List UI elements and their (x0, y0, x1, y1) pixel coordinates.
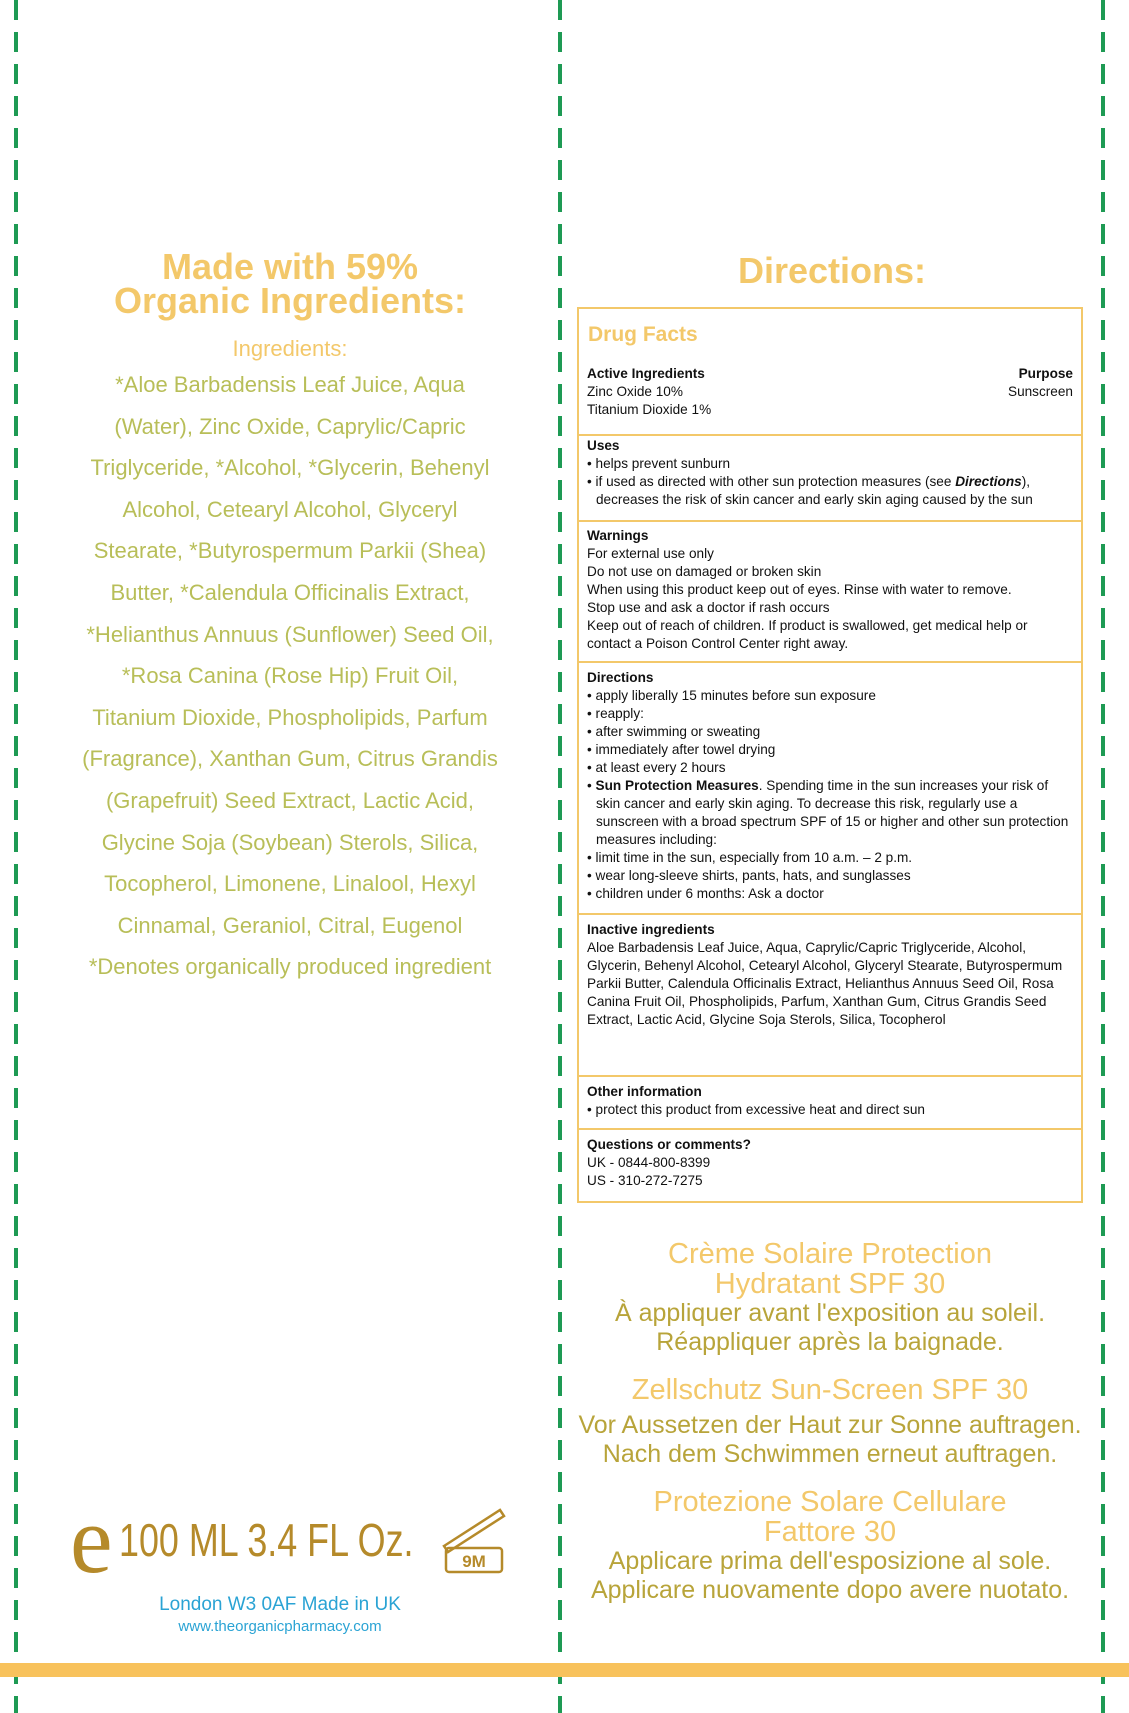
ingredients-heading: Ingredients: (232, 336, 348, 361)
italian-block (577, 1487, 1083, 1605)
german-text: Vor Aussetzen der Haut zur Sonne auftragen. (578, 1411, 1082, 1439)
section-divider (579, 661, 1081, 663)
active-ingredients-section (579, 365, 1081, 419)
directions-item: • limit time in the sun, especially from 10 a.m. – 2 p.m. (587, 850, 913, 865)
organic-ingredients-panel (30, 246, 550, 988)
inactive-text: Aloe Barbadensis Leaf Juice, Aqua, Caprylic/Capric Triglyceride, Alcohol, Glycerin, Behenyl Alcohol, Cetearyl Alcohol, Glyceryl Stearate, Butyrospermum Parkii Butter, Calendula Officinalis Extract, Helianthus Annuus Seed Oil, Rosa Canina Fruit Oil, Phospholipids, Parfum, Xanthan Gum, Citrus Grandis Seed Extract, Lactic Acid, Glycine Soja Sterols, Silica, Tocopherol (587, 940, 1063, 1027)
warnings-item: Do not use on damaged or broken skin (587, 564, 822, 579)
organic-heading-line2: Organic Ingredients: (113, 280, 467, 321)
ingredients-line: Glycine Soja (Soybean) Sterols, Silica, (101, 829, 479, 855)
fold-line-left (14, 0, 18, 1713)
ingredients-line: *Rosa Canina (Rose Hip) Fruit Oil, (121, 663, 459, 689)
directions-item: • apply liberally 15 minutes before sun exposure (587, 688, 876, 703)
ingredients-line: Butter, *Calendula Officinalis Extract, (110, 579, 470, 605)
drug-facts-title: Drug Facts (588, 323, 698, 346)
warnings-item: Keep out of reach of children. If product is swallowed, get medical help or contact a Poison Control Center right away. (587, 618, 1028, 651)
french-text: À appliquer avant l'exposition au soleil. (614, 1299, 1046, 1327)
warnings-item: When using this product keep out of eyes. Rinse with water to remove. (587, 582, 1012, 597)
purpose-heading: Purpose (1018, 366, 1073, 381)
fold-line-right (1101, 0, 1105, 1713)
ingredients-line: (Fragrance), Xanthan Gum, Citrus Grandis (82, 746, 498, 772)
open-jar-icon (440, 1506, 520, 1576)
directions-item: • at least every 2 hours (587, 760, 726, 775)
inactive-section (579, 921, 1081, 1029)
warnings-item: Stop use and ask a doctor if rash occurs (587, 600, 830, 615)
active-ingredient: Titanium Dioxide 1% (587, 402, 712, 417)
french-block (577, 1239, 1083, 1357)
ingredients-line: Stearate, *Butyrospermum Parkii (Shea) (93, 538, 487, 564)
website-link[interactable]: www.theorganicpharmacy.com (178, 1618, 382, 1635)
drug-facts-box (577, 307, 1083, 1203)
directions-title: Directions: (737, 250, 927, 291)
ingredients-line: Titanium Dioxide, Phospholipids, Parfum (92, 704, 488, 730)
location-text: London W3 0AF Made in UK (159, 1594, 401, 1615)
directions-section (579, 669, 1081, 903)
other-heading: Other information (587, 1084, 702, 1099)
volume-block (70, 1486, 530, 1635)
warnings-item: For external use only (587, 546, 714, 561)
german-text: Nach dem Schwimmen erneut auftragen. (602, 1440, 1058, 1468)
questions-section (579, 1136, 1081, 1190)
italian-title: Fattore 30 (763, 1516, 897, 1548)
uses-section (579, 437, 1081, 509)
directions-item: • immediately after towel drying (587, 742, 776, 757)
directions-item: • wear long-sleeve shirts, pants, hats, and sunglasses (587, 868, 911, 883)
phone-uk: UK - 0844-800-8399 (587, 1155, 711, 1170)
uses-item: • if used as directed with other sun protection measures (see Directions), decreases the risk of skin cancer and early skin aging caused by the sun (587, 474, 1033, 507)
section-divider (579, 1075, 1081, 1077)
warnings-heading: Warnings (587, 528, 649, 543)
sun-protection-measures: • Sun Protection Measures. Spending time in the sun increases your risk of skin cancer and early skin aging. To decrease this risk, regularly use a sunscreen with a broad spectrum SPF of 15 or higher and other sun protection measures including: (587, 778, 1069, 847)
ingredients-line: Tocopherol, Limonene, Linalool, Hexyl (104, 871, 476, 897)
german-block (577, 1375, 1083, 1469)
pao-label: 9M (462, 1552, 486, 1571)
inactive-heading: Inactive ingredients (587, 922, 715, 937)
active-heading: Active Ingredients (587, 366, 705, 381)
directions-item: • reapply: (587, 706, 644, 721)
ingredients-line: Alcohol, Cetearyl Alcohol, Glyceryl (122, 496, 458, 522)
other-information-section (579, 1083, 1081, 1119)
active-ingredient: Zinc Oxide 10% (587, 384, 683, 399)
directions-item: • children under 6 months: Ask a doctor (587, 886, 824, 901)
french-title: Crème Solaire Protection (668, 1238, 992, 1270)
section-divider (579, 434, 1081, 436)
uses-item: • helps prevent sunburn (587, 456, 731, 471)
ingredients-list (30, 364, 550, 988)
bottom-color-band (0, 1663, 1129, 1677)
organic-note: *Denotes organically produced ingredient (88, 954, 492, 980)
other-item: • protect this product from excessive heat and direct sun (587, 1102, 925, 1117)
german-title: Zellschutz Sun-Screen SPF 30 (631, 1374, 1029, 1406)
questions-heading: Questions or comments? (587, 1137, 751, 1152)
french-text: Réappliquer après la baignade. (656, 1328, 1004, 1356)
organic-heading-line1: Made with 59% (161, 246, 419, 287)
estimated-sign-icon: e (70, 1486, 113, 1593)
fold-line-center (558, 0, 562, 1713)
ingredients-line: *Helianthus Annuus (Sunflower) Seed Oil, (86, 621, 494, 647)
section-divider (579, 913, 1081, 915)
volume-text: 100 ML 3.4 FL Oz. (118, 1514, 414, 1566)
warnings-section (579, 527, 1081, 653)
ingredients-line: *Aloe Barbadensis Leaf Juice, Aqua (115, 372, 465, 397)
italian-text: Applicare nuovamente dopo avere nuotato. (590, 1576, 1070, 1604)
french-title: Hydratant SPF 30 (714, 1268, 946, 1300)
directions-heading: Directions (587, 670, 654, 685)
phone-us: US - 310-272-7275 (587, 1173, 703, 1188)
section-divider (579, 520, 1081, 522)
purpose-value: Sunscreen (1008, 384, 1073, 399)
section-divider (579, 1128, 1081, 1130)
ingredients-line: Cinnamal, Geraniol, Citral, Eugenol (117, 912, 463, 938)
ingredients-line: Triglyceride, *Alcohol, *Glycerin, Behenyl (90, 455, 490, 481)
italian-text: Applicare prima dell'esposizione al sole. (608, 1547, 1052, 1575)
ingredients-line: (Grapefruit) Seed Extract, Lactic Acid, (105, 787, 475, 813)
italian-title: Protezione Solare Cellulare (653, 1486, 1007, 1518)
ingredients-line: (Water), Zinc Oxide, Caprylic/Capric (114, 413, 466, 439)
directions-item: • after swimming or sweating (587, 724, 761, 739)
uses-heading: Uses (587, 438, 620, 453)
